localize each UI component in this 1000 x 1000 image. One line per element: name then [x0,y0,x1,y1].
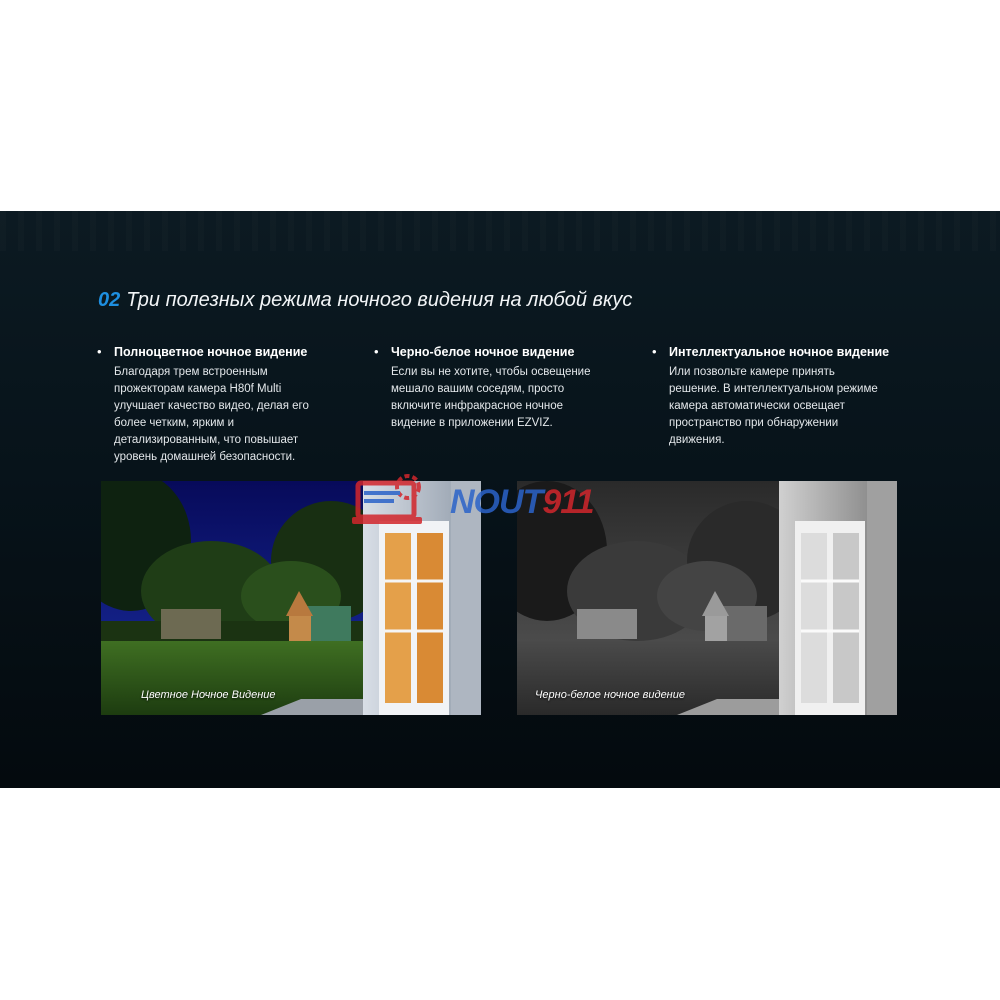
feature-smart [652,344,919,449]
feature-black-white [374,344,641,432]
feature-title: Полноцветное ночное видение [114,345,308,359]
bullet: • [652,344,657,359]
feature-title: Черно-белое ночное видение [391,345,575,359]
laptop-gear-icon [350,473,440,529]
feature-title: Интеллектуальное ночное видение [669,345,890,359]
feature-full-color [97,344,364,466]
feature-description: Если вы не хотите, чтобы освещение мешало вашим соседям, просто включите инфракрасное ночное видение в приложении EZVIZ. [391,366,591,429]
feature-description: Или позвольте камере принять решение. В интеллектуальном режиме камера автоматически освещает пространство при обнаружении движения. [669,366,878,446]
bullet: • [97,344,102,359]
photo-caption: Цветное Ночное Видение [141,689,276,701]
night-vision-banner [0,211,1000,788]
section-heading [98,289,632,312]
section-number: 02 [98,289,121,311]
watermark-text: NOUT911 [450,483,594,521]
feature-description: Благодаря трем встроенным прожекторам камера H80f Multi улучшает качество видео, делая его более четким, ярким и детализированным, что повышает уровень домашней безопасности. [114,366,309,463]
photo-caption: Черно-белое ночное видение [535,689,685,701]
watermark-logo [350,473,660,533]
section-title: Три полезных режима ночного видения на любой вкус [126,289,633,311]
bullet: • [374,344,379,359]
